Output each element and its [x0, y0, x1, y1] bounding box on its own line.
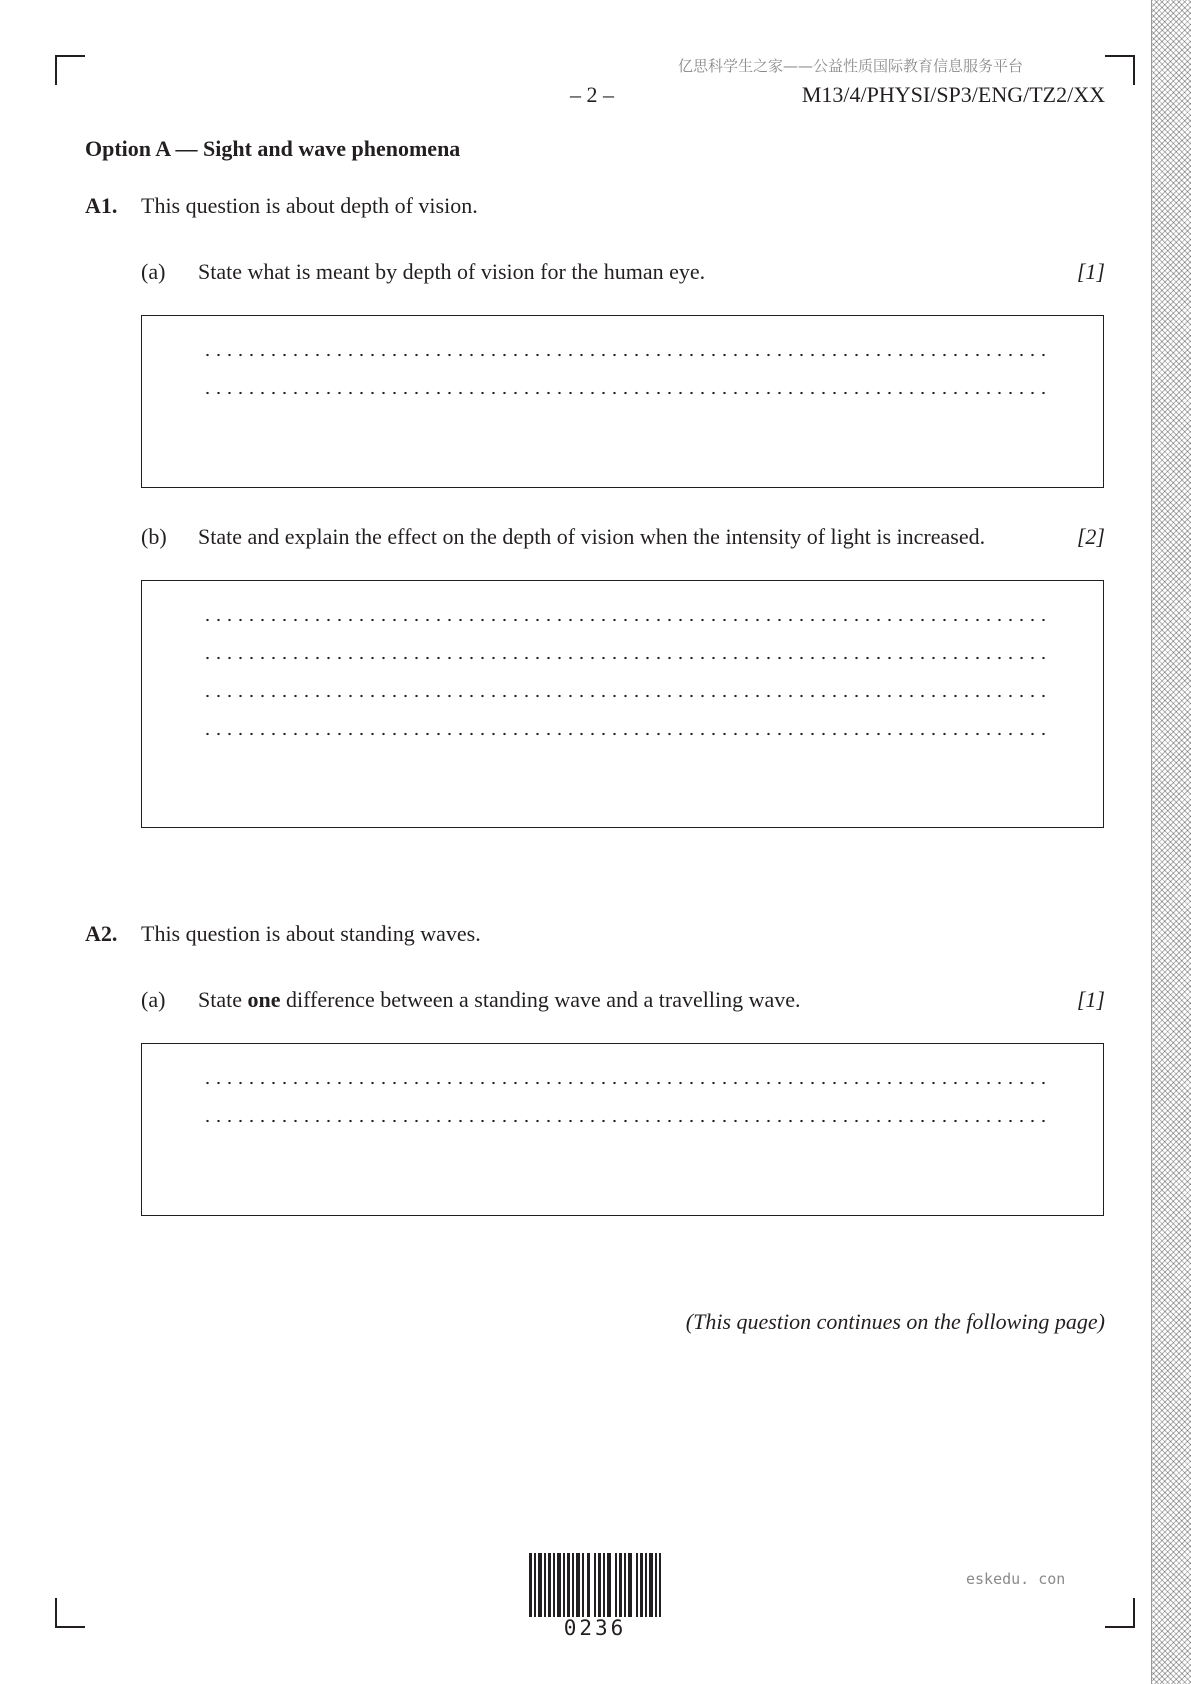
- crop-mark-top-left: [55, 55, 85, 85]
- part-label-a1a: (a): [141, 259, 166, 284]
- answer-box-a2a[interactable]: [141, 1043, 1104, 1216]
- marks-a2a: [1]: [1076, 987, 1105, 1012]
- part-text-a2a-emphasis: one: [247, 987, 281, 1012]
- answer-line[interactable]: [202, 694, 1047, 698]
- answer-line[interactable]: [202, 353, 1047, 357]
- answer-box-a1a[interactable]: [141, 315, 1104, 488]
- continues-note: (This question continues on the following page): [685, 1309, 1105, 1334]
- crop-mark-top-right: [1105, 55, 1135, 85]
- part-label-a2a: (a): [141, 987, 166, 1012]
- header-watermark: 亿思科学生之家——公益性质国际教育信息服务平台: [678, 57, 1024, 75]
- binding-strip: [1151, 0, 1191, 1684]
- question-stem-a1: This question is about depth of vision.: [141, 193, 478, 218]
- page-number: – 2 –: [570, 82, 614, 107]
- barcode-number: 0236: [563, 1616, 627, 1640]
- barcode: [529, 1553, 661, 1617]
- part-text-a1a: State what is meant by depth of vision for the human eye.: [198, 259, 706, 284]
- paper-code: M13/4/PHYSI/SP3/ENG/TZ2/XX: [801, 82, 1105, 107]
- answer-line[interactable]: [202, 391, 1047, 395]
- answer-line[interactable]: [202, 1081, 1047, 1085]
- question-stem-a2: This question is about standing waves.: [141, 921, 481, 946]
- answer-line[interactable]: [202, 1119, 1047, 1123]
- part-text-a2a: [198, 987, 801, 1013]
- section-title: Option A — Sight and wave phenomena: [85, 136, 461, 161]
- question-number-a2: A2.: [85, 921, 118, 946]
- part-text-a1b: State and explain the effect on the depth of vision when the intensity of light is increased.: [198, 524, 986, 549]
- crop-mark-bottom-left: [55, 1598, 85, 1628]
- site-mark: eskedu. con: [966, 1570, 1066, 1588]
- question-number-a1: A1.: [85, 193, 118, 218]
- part-label-a1b: (b): [141, 524, 167, 549]
- answer-line[interactable]: [202, 618, 1047, 622]
- marks-a1a: [1]: [1076, 259, 1105, 284]
- part-text-a2a-after: difference between a standing wave and a travelling wave.: [280, 987, 801, 1012]
- answer-line[interactable]: [202, 656, 1047, 660]
- crop-mark-bottom-right: [1105, 1598, 1135, 1628]
- marks-a1b: [2]: [1076, 524, 1105, 549]
- answer-line[interactable]: [202, 732, 1047, 736]
- part-text-a2a-before: State: [198, 987, 248, 1012]
